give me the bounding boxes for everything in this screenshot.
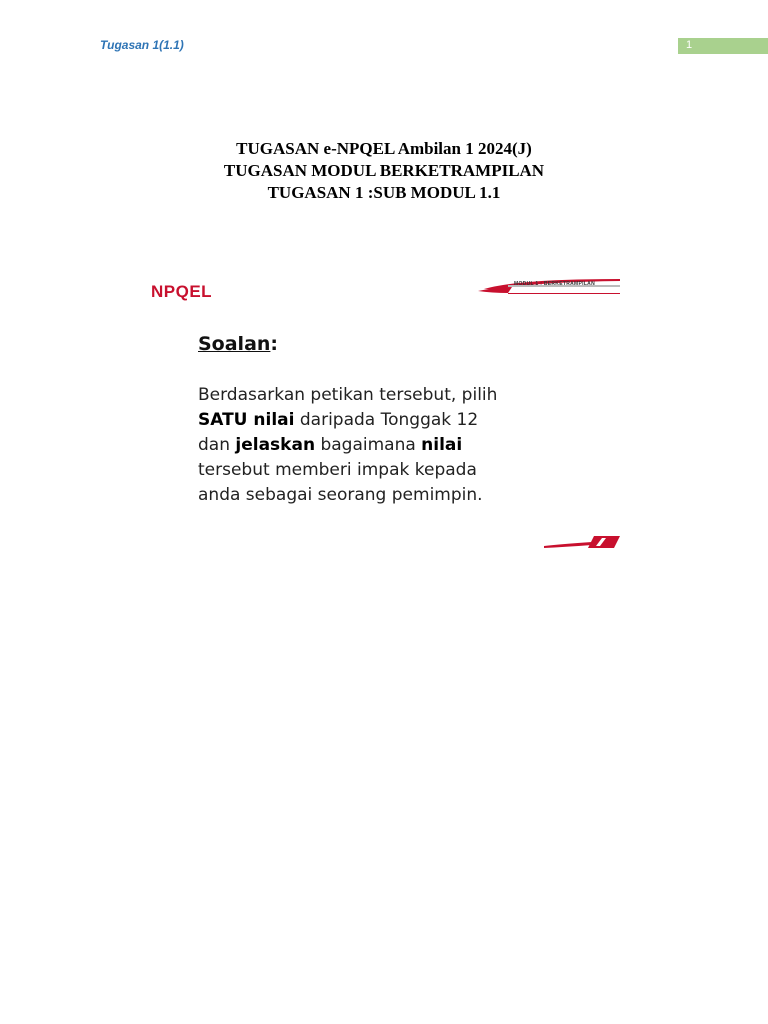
title-line-2: TUGASAN MODUL BERKETRAMPILAN bbox=[223, 161, 545, 180]
title-line-1: TUGASAN e-NPQEL Ambilan 1 2024(J) bbox=[236, 139, 532, 158]
question-line-3: dan jelaskan bagaimana nilai bbox=[198, 435, 463, 455]
question-line-2: SATU nilai daripada Tonggak 12 bbox=[198, 410, 479, 430]
question-line-1: Berdasarkan petikan tersebut, pilih bbox=[198, 385, 498, 405]
document-title bbox=[0, 138, 768, 204]
title-line-3: TUGASAN 1 :SUB MODUL 1.1 bbox=[267, 183, 501, 202]
question-slide-image bbox=[140, 265, 630, 555]
module-banner-text: MODUL 1 : BERKETRAMPILAN bbox=[514, 281, 595, 287]
question-line-5: anda sebagai seorang pemimpin. bbox=[198, 485, 483, 505]
question-heading-word: Soalan bbox=[198, 333, 271, 355]
module-banner-graphic bbox=[478, 275, 620, 299]
page-number: 1 bbox=[686, 39, 693, 51]
page-number-badge bbox=[678, 38, 768, 54]
question-heading-colon: : bbox=[270, 333, 279, 355]
npqel-logo: NPQEL bbox=[151, 282, 213, 301]
question-text bbox=[198, 383, 618, 508]
header-title: Tugasan 1(1.1) bbox=[100, 38, 184, 52]
question-heading bbox=[198, 333, 278, 355]
question-line-4: tersebut memberi impak kepada bbox=[198, 460, 477, 480]
footer-brand-mark bbox=[542, 532, 622, 550]
